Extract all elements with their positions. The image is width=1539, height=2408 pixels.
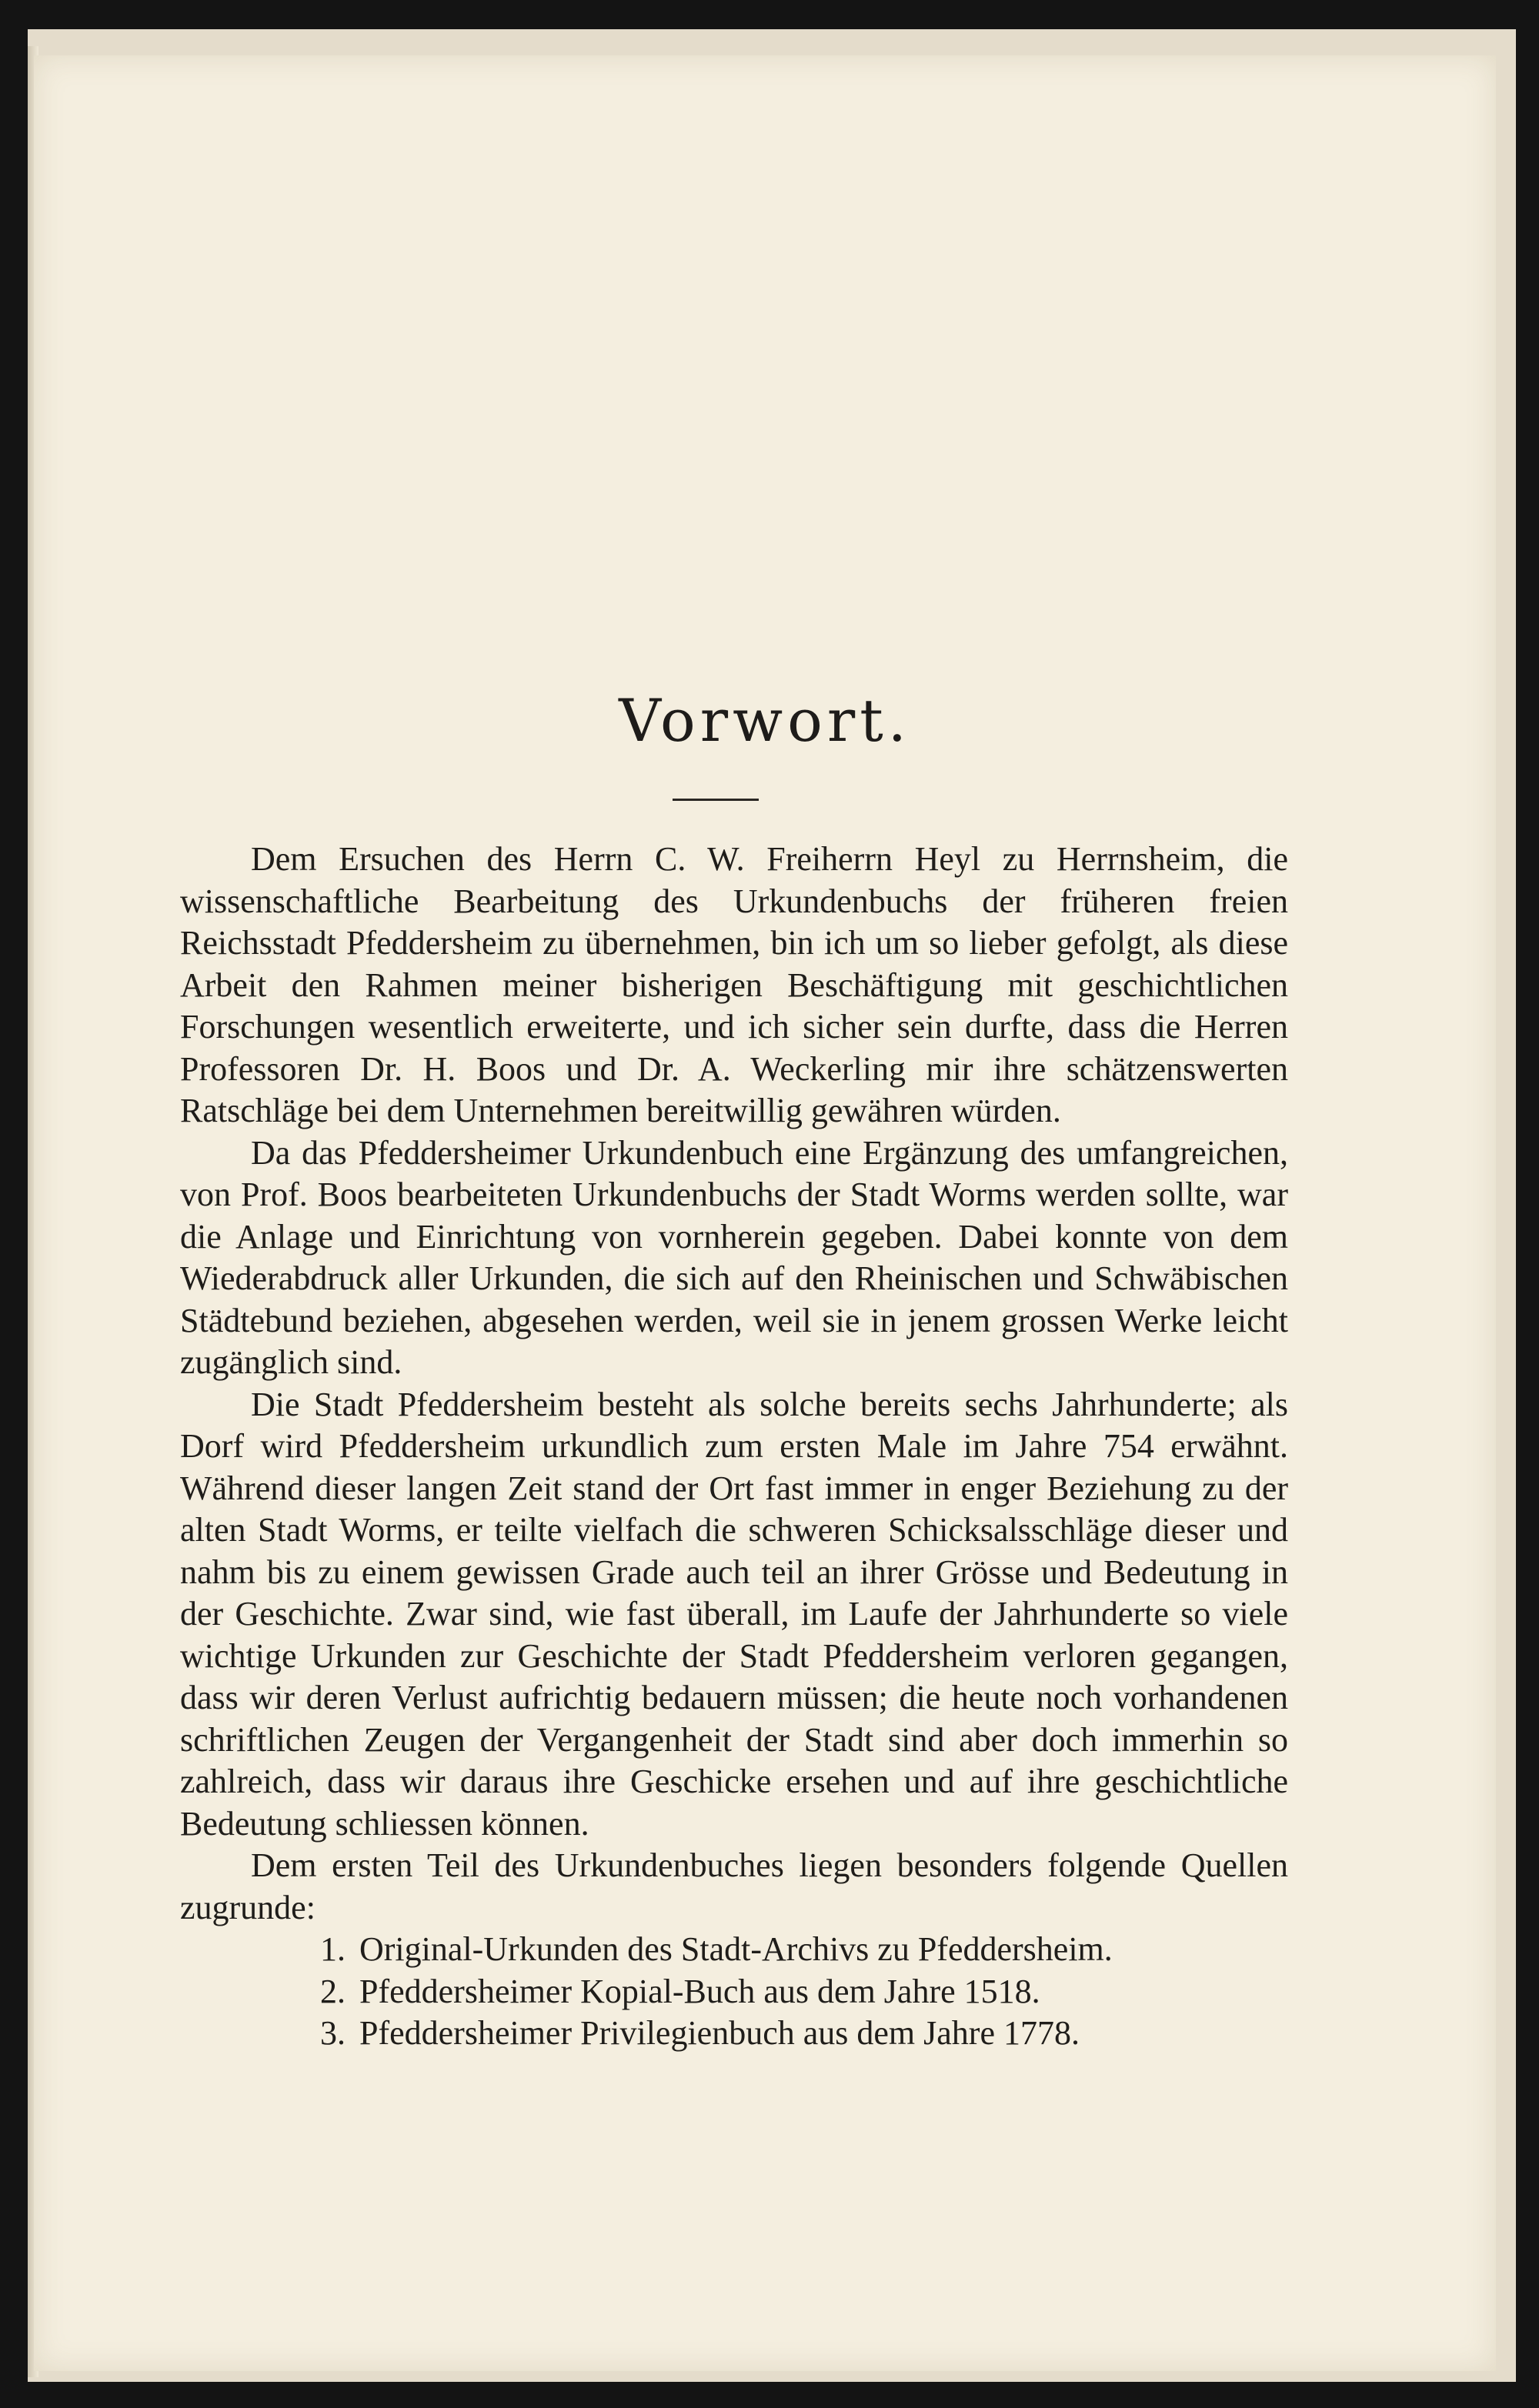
list-text: Pfeddersheimer Kopial-Buch aus dem Jahre 1518. [359, 1972, 1040, 2010]
list-item [320, 1929, 1288, 1971]
page-title: Vorwort. [619, 686, 911, 755]
sources-list [180, 1929, 1288, 2055]
list-number: 3. [320, 2014, 346, 2052]
list-number: 1. [320, 1930, 346, 1968]
paragraph-3: Die Stadt Pfeddersheim besteht als solche bereits sechs Jahrhunderte; als Dorf wird Pfeddersheim urkundlich zum ersten Male im Jahre 754 erwähnt. Während dieser langen Zeit stand der Ort fast immer in enger Beziehung zu der alten Stadt Worms, er teilte vielfach die schweren Schicksalsschläge dieser und nahm bis zu einem gewissen Grade auch teil an ihrer Grösse und Bedeutung in der Geschichte. Zwar sind, wie fast überall, im Laufe der Jahrhunderte so viele wichtige Urkunden zur Geschichte der Stadt Pfeddersheim verloren gegangen, dass wir deren Verlust aufrichtig bedauern müssen; die heute noch vorhandenen schriftlichen Zeugen der Vergangenheit der Stadt sind aber doch immerhin so zahlreich, dass wir daraus ihre Geschicke ersehen und auf ihre geschichtliche Bedeutung schliessen können. [180, 1385, 1288, 1843]
paragraph-2: Da das Pfeddersheimer Urkundenbuch eine Ergänzung des umfangreichen, von Prof. Boos bearbeiteten Urkundenbuchs der Stadt Worms werden sollte, war die Anlage und Einrichtung von vornherein gegeben. Dabei konnte von dem Wiederabdruck aller Urkunden, die sich auf den Rheinischen und Schwäbischen Städtebund beziehen, abgesehen werden, weil sie in jenem grossen Werke leicht zugänglich sind. [180, 1133, 1288, 1381]
paragraph-4: Dem ersten Teil des Urkundenbuches liegen besonders folgende Quellen zugrunde: [180, 1846, 1288, 1926]
paragraph-1: Dem Ersuchen des Herrn C. W. Freiherrn Heyl zu Herrnsheim, die wissenschaftliche Bearbeitung des Urkundenbuchs der früheren freien Reichsstadt Pfeddersheim zu übernehmen, bin ich um so lieber gefolgt, als diese Arbeit den Rahmen meiner bisherigen Beschäftigung mit geschichtlichen Forschungen wesentlich erweiterte, und ich sicher sein durfte, dass die Herren Professoren Dr. H. Boos und Dr. A. Weckerling mir ihre schätzenswerten Ratschläge bei dem Unternehmen bereitwillig gewähren würden. [180, 840, 1288, 1129]
list-item [320, 2013, 1288, 2055]
list-text: Original-Urkunden des Stadt-Archivs zu Pfeddersheim. [359, 1930, 1113, 1968]
list-text: Pfeddersheimer Privilegienbuch aus dem Jahre 1778. [359, 2014, 1080, 2052]
book-page [34, 55, 1496, 2371]
list-item [320, 1971, 1288, 2013]
title-rule [673, 799, 759, 801]
preface-body [180, 839, 1288, 2055]
list-number: 2. [320, 1972, 346, 2010]
